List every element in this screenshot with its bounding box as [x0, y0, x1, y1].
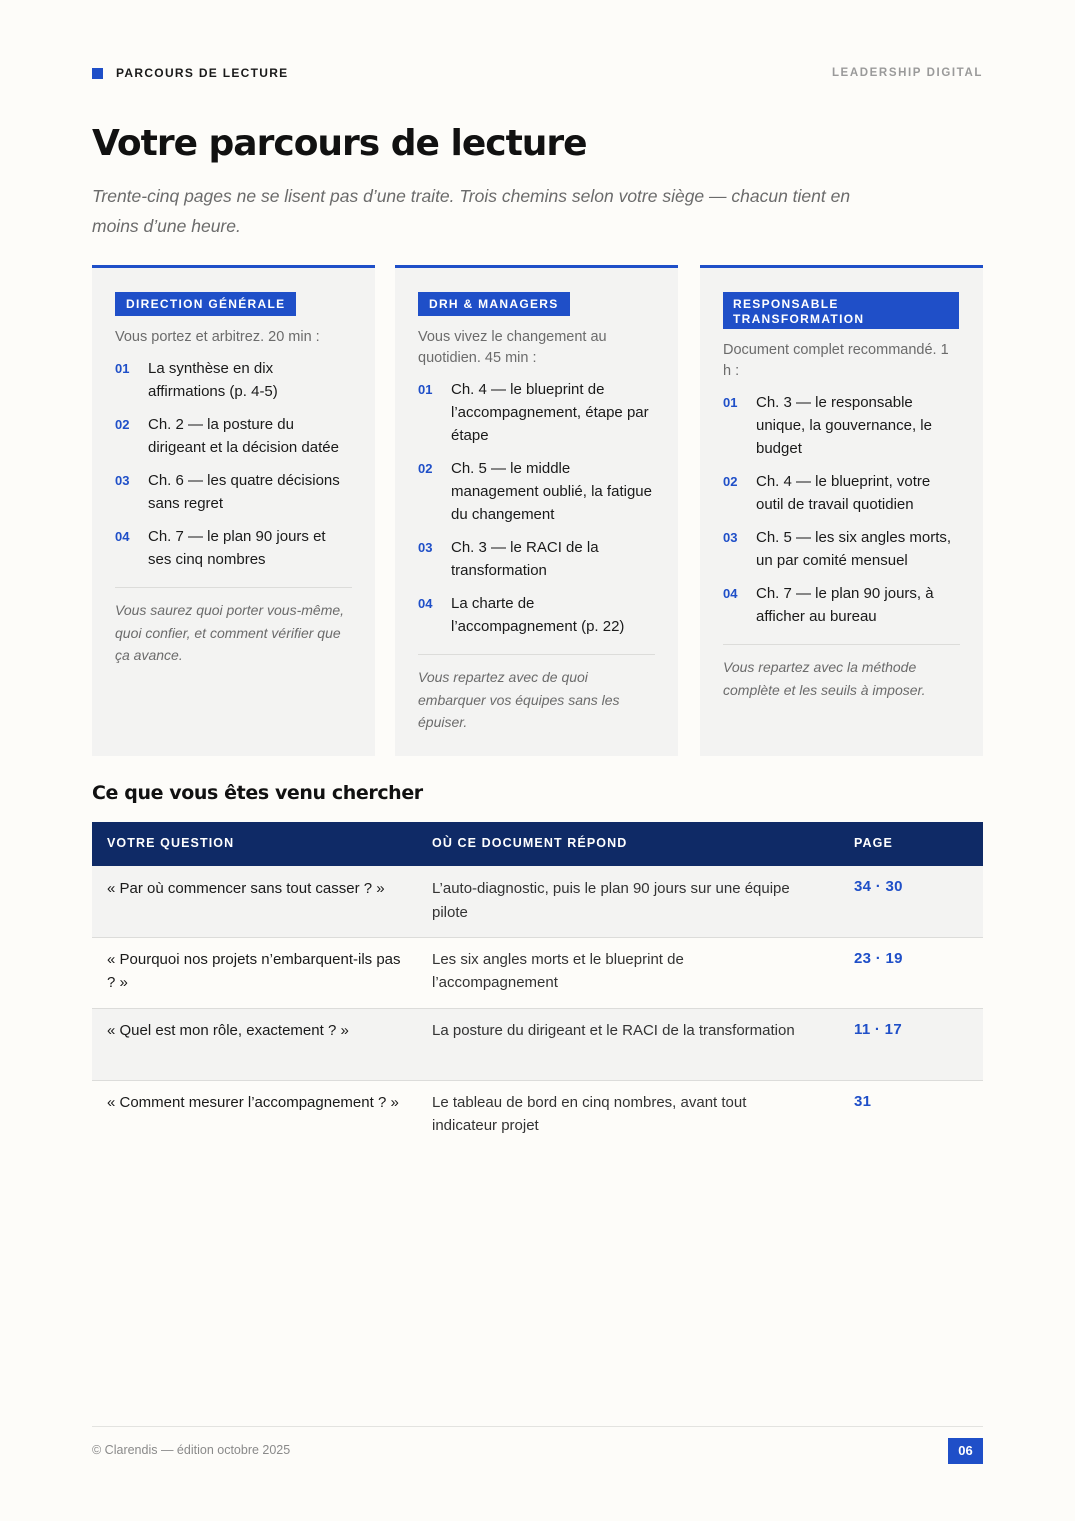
page-cell: 31	[854, 1093, 872, 1110]
page-cell: 23 · 19	[854, 950, 903, 967]
path-chapter-list	[723, 391, 960, 628]
reading-paths	[92, 265, 983, 756]
table-row	[92, 938, 983, 1009]
page-number: 06	[948, 1438, 983, 1464]
item-text: Ch. 2 — la posture du dirigeant et la décision datée	[148, 416, 339, 456]
table-row	[92, 1009, 983, 1081]
path-badge: DRH & MANAGERS	[418, 292, 570, 316]
item-number: 01	[723, 395, 738, 410]
question-cell: « Comment mesurer l’accompagnement ? »	[107, 1094, 399, 1111]
questions-heading: Ce que vous êtes venu chercher	[92, 782, 423, 804]
answer-cell: Le tableau de bord en cinq nombres, avant tout indicateur projet	[432, 1094, 747, 1134]
path-card-drh-managers	[395, 265, 678, 756]
page-cell: 34 · 30	[854, 878, 903, 895]
path-chapter-item	[418, 536, 655, 582]
path-chapter-item	[723, 526, 960, 572]
item-number: 01	[418, 382, 433, 397]
path-card-direction-generale	[92, 265, 375, 756]
table-row	[92, 866, 983, 938]
path-chapter-item	[723, 470, 960, 516]
card-divider	[723, 644, 960, 645]
item-number: 04	[723, 586, 738, 601]
item-number: 01	[115, 361, 130, 376]
page	[92, 0, 983, 1521]
card-divider	[418, 654, 655, 655]
section-marker-square	[92, 68, 103, 79]
item-text: Ch. 6 — les quatre décisions sans regret	[148, 472, 340, 512]
running-header	[92, 66, 983, 82]
path-badge: RESPONSABLE TRANSFORMATION	[723, 292, 959, 329]
path-outcome: Vous repartez avec la méthode complète et les seuils à imposer.	[723, 659, 926, 698]
path-chapter-item	[115, 357, 352, 403]
page-cell: 11 · 17	[854, 1021, 902, 1038]
path-outcome: Vous repartez avec de quoi embarquer vos équipes sans les épuiser.	[418, 669, 620, 730]
item-number: 04	[418, 596, 433, 611]
card-divider	[115, 587, 352, 588]
item-text: Ch. 3 — le RACI de la transformation	[451, 539, 599, 579]
footer-credit: © Clarendis — édition octobre 2025	[92, 1443, 291, 1457]
item-number: 03	[418, 540, 433, 555]
page-title: Votre parcours de lecture	[92, 123, 587, 164]
item-number: 02	[418, 461, 433, 476]
answer-cell: La posture du dirigeant et le RACI de la transformation	[432, 1022, 795, 1039]
lead-paragraph: Trente-cinq pages ne se lisent pas d’une traite. Trois chemins selon votre siège — chacun tient en moins d’une heure.	[92, 186, 851, 236]
path-chapter-item	[418, 592, 655, 638]
item-number: 04	[115, 529, 130, 544]
questions-table	[92, 822, 983, 1151]
item-number: 02	[723, 474, 738, 489]
answer-cell: L’auto-diagnostic, puis le plan 90 jours sur une équipe pilote	[432, 880, 790, 921]
path-card-responsable-transformation	[700, 265, 983, 756]
item-text: La charte de l’accompagnement (p. 22)	[451, 595, 625, 635]
running-title: LEADERSHIP DIGITAL	[831, 67, 983, 79]
path-chapter-item	[115, 469, 352, 515]
path-intro: Document complet recommandé. 1 h :	[723, 342, 949, 379]
item-text: Ch. 4 — le blueprint, votre outil de travail quotidien	[756, 473, 931, 513]
path-chapter-item	[115, 525, 352, 571]
table-header	[92, 822, 983, 866]
item-number: 03	[723, 530, 738, 545]
item-number: 02	[115, 417, 130, 432]
item-text: Ch. 7 — le plan 90 jours et ses cinq nombres	[148, 528, 326, 568]
table-row	[92, 1081, 983, 1151]
path-chapter-item	[418, 457, 655, 526]
question-cell: « Par où commencer sans tout casser ? »	[107, 880, 385, 897]
item-text: Ch. 5 — les six angles morts, un par comité mensuel	[756, 529, 952, 569]
column-header-page: PAGE	[854, 836, 893, 850]
path-chapter-list	[115, 357, 352, 571]
question-cell: « Pourquoi nos projets n’embarquent-ils pas ? »	[107, 951, 401, 991]
item-text: Ch. 3 — le responsable unique, la gouvernance, le budget	[756, 394, 932, 457]
path-chapter-item	[723, 582, 960, 628]
answer-cell: Les six angles morts et le blueprint de l’accompagnement	[432, 951, 684, 991]
item-text: La synthèse en dix affirmations (p. 4-5)	[148, 360, 278, 400]
path-outcome: Vous saurez quoi porter vous-même, quoi confier, et comment vérifier que ça avance.	[115, 602, 345, 663]
path-chapter-item	[115, 413, 352, 459]
question-cell: « Quel est mon rôle, exactement ? »	[107, 1022, 349, 1039]
column-header-question: VOTRE QUESTION	[107, 836, 235, 850]
item-number: 03	[115, 473, 130, 488]
path-chapter-list	[418, 378, 655, 638]
column-header-answer: OÙ CE DOCUMENT RÉPOND	[432, 836, 628, 850]
path-intro: Vous vivez le changement au quotidien. 45 min :	[418, 329, 607, 366]
item-text: Ch. 7 — le plan 90 jours, à afficher au bureau	[756, 585, 934, 625]
item-text: Ch. 5 — le middle management oublié, la fatigue du changement	[451, 460, 652, 523]
section-label: PARCOURS DE LECTURE	[116, 66, 289, 80]
path-intro: Vous portez et arbitrez. 20 min :	[115, 329, 320, 345]
footer-divider	[92, 1426, 983, 1427]
path-chapter-item	[418, 378, 655, 447]
path-chapter-item	[723, 391, 960, 460]
path-badge: DIRECTION GÉNÉRALE	[115, 292, 296, 316]
item-text: Ch. 4 — le blueprint de l’accompagnement, étape par étape	[451, 381, 649, 444]
running-header-left	[92, 66, 289, 80]
